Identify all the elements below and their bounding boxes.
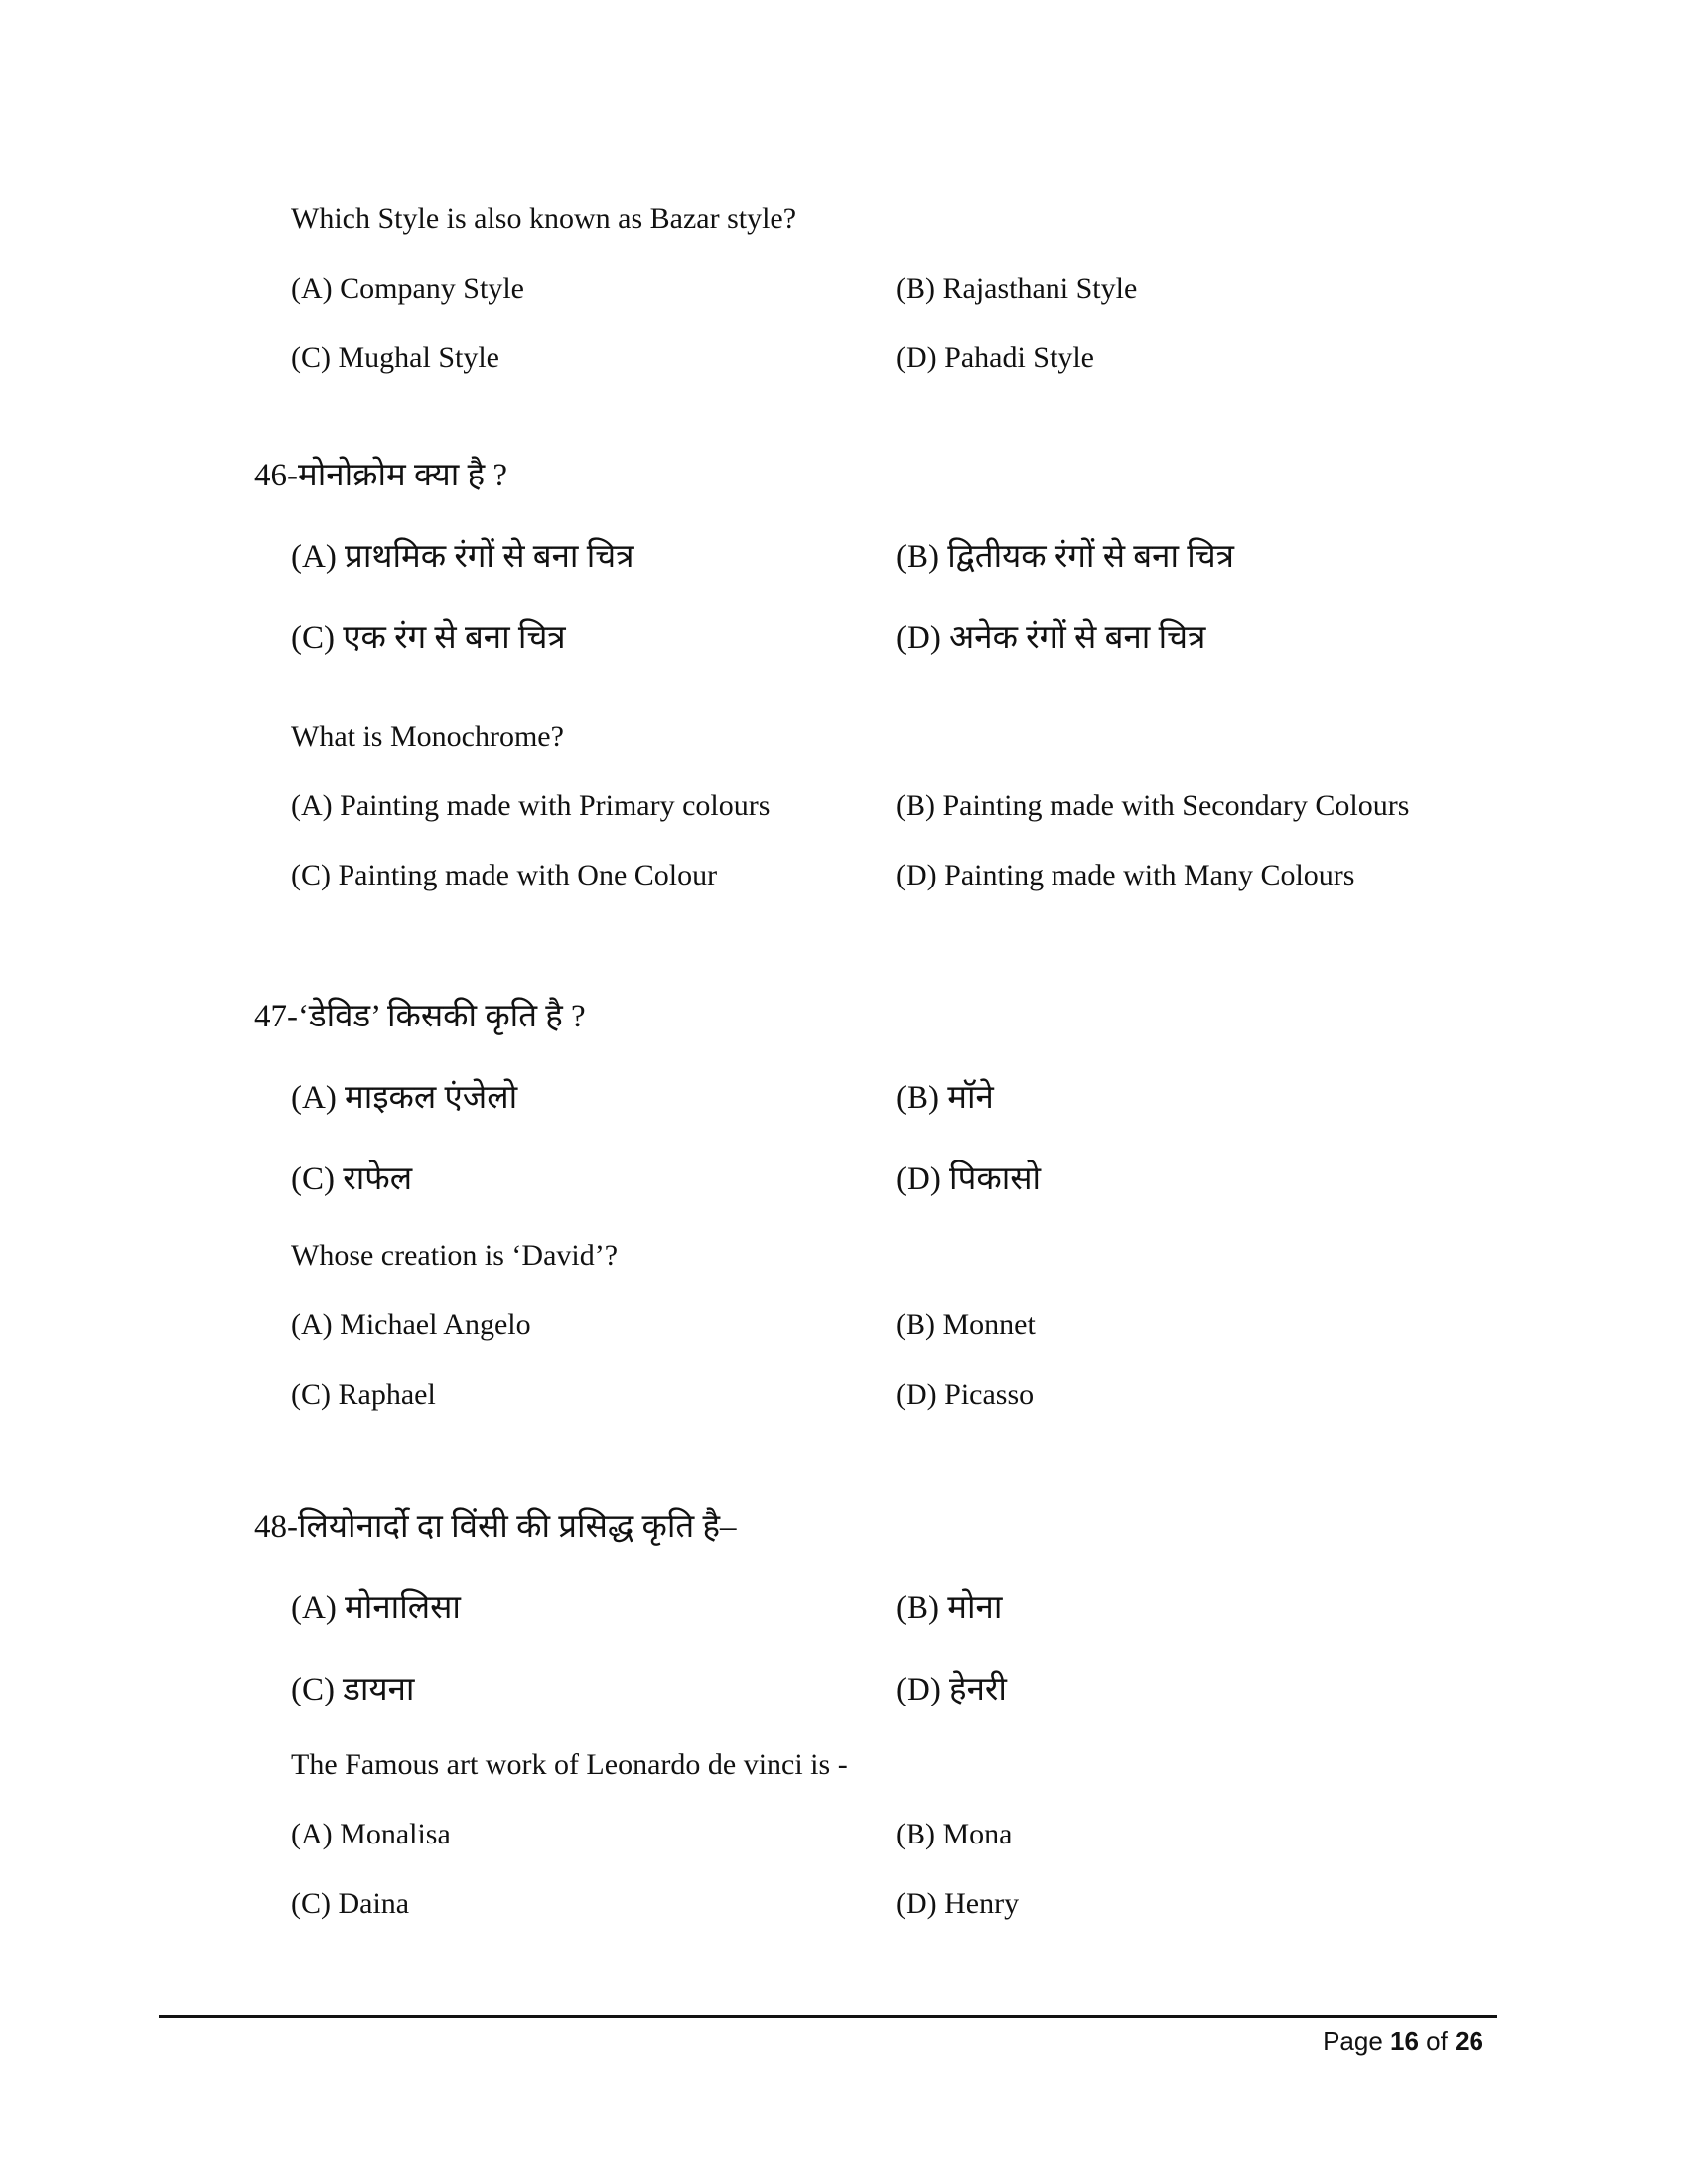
option-b: (B) Mona — [896, 1818, 1013, 1850]
option-a: (A) मोनालिसा — [291, 1590, 461, 1626]
question-48-hi: 48-लियोनार्दो दा विंसी की प्रसिद्ध कृति है– — [254, 1509, 737, 1545]
option-d: (D) अनेक रंगों से बना चित्र — [896, 620, 1206, 656]
option-b: (B) मोना — [896, 1590, 1003, 1626]
footer-divider — [159, 2015, 1497, 2018]
page-of: of — [1418, 2026, 1456, 2056]
option-c: (C) Painting made with One Colour — [291, 859, 718, 891]
question-46-hi: 46-मोनोक्रोम क्या है ? — [254, 458, 508, 493]
page-current: 16 — [1390, 2026, 1419, 2056]
question-45-en: Which Style is also known as Bazar style? — [291, 203, 797, 235]
option-b: (B) Monnet — [896, 1308, 1036, 1341]
option-b: (B) द्वितीयक रंगों से बना चित्र — [896, 539, 1234, 575]
question-46-en: What is Monochrome? — [291, 720, 564, 752]
question-47-hi: 47-‘डेविड’ किसकी कृति है ? — [254, 999, 586, 1034]
option-b: (B) Painting made with Secondary Colours — [896, 789, 1410, 822]
option-a: (A) Company Style — [291, 272, 524, 305]
option-d: (D) Pahadi Style — [896, 341, 1094, 374]
option-a: (A) Michael Angelo — [291, 1308, 531, 1341]
option-a: (A) Painting made with Primary colours — [291, 789, 771, 822]
page-number — [1323, 2028, 1483, 2054]
option-c: (C) Daina — [291, 1887, 410, 1920]
question-48-en: The Famous art work of Leonardo de vinci is - — [291, 1748, 848, 1781]
option-a: (A) Monalisa — [291, 1818, 451, 1850]
page-total: 26 — [1455, 2026, 1483, 2056]
option-c: (C) राफेल — [291, 1161, 413, 1197]
option-d: (D) Picasso — [896, 1378, 1035, 1411]
option-d: (D) पिकासो — [896, 1161, 1042, 1197]
option-c: (C) Mughal Style — [291, 341, 499, 374]
option-c: (C) एक रंग से बना चित्र — [291, 620, 566, 656]
option-a: (A) माइकल एंजेलो — [291, 1080, 518, 1116]
option-b: (B) Rajasthani Style — [896, 272, 1138, 305]
page-prefix: Page — [1323, 2026, 1391, 2056]
option-d: (D) Henry — [896, 1887, 1020, 1920]
option-d: (D) Painting made with Many Colours — [896, 859, 1355, 891]
question-47-en: Whose creation is ‘David’? — [291, 1239, 619, 1272]
option-c: (C) Raphael — [291, 1378, 436, 1411]
option-b: (B) मॉने — [896, 1080, 994, 1116]
option-a: (A) प्राथमिक रंगों से बना चित्र — [291, 539, 634, 575]
option-c: (C) डायना — [291, 1672, 415, 1707]
option-d: (D) हेनरी — [896, 1672, 1007, 1707]
